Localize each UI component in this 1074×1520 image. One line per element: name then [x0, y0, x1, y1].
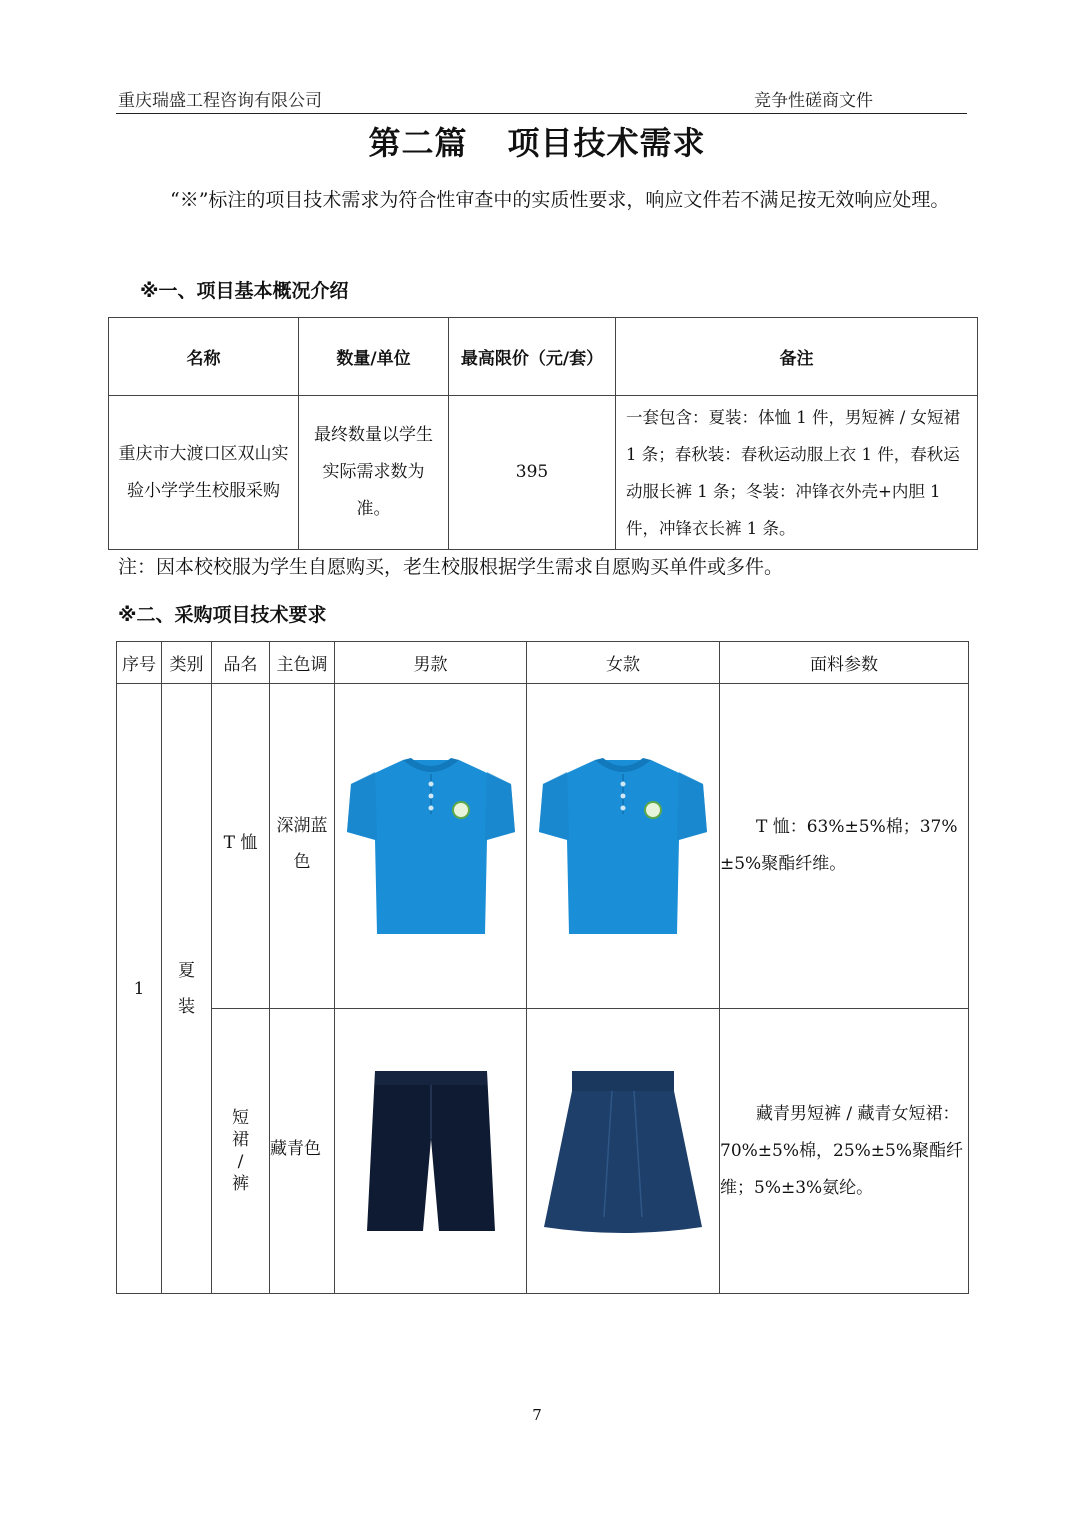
- col-item: 品名: [212, 642, 270, 684]
- intro-paragraph: “※”标注的项目技术需求为符合性审查中的实质性要求，响应文件若不满足按无效响应处理。: [170, 189, 950, 211]
- overview-header-row: [109, 318, 978, 396]
- cell-index: 1: [117, 684, 162, 1294]
- table-row: [109, 396, 978, 550]
- col-index: 序号: [117, 642, 162, 684]
- table-row: [117, 684, 969, 1009]
- item-vertical-text: 短 裙 / 裤: [232, 1108, 249, 1194]
- tech-header-row: [117, 642, 969, 684]
- tech-requirements-table: [116, 641, 969, 1294]
- cell-item-shorts: [212, 1009, 270, 1294]
- overview-table: [108, 317, 978, 550]
- cell-price: 395: [449, 396, 616, 550]
- cell-category: [162, 684, 212, 1294]
- col-female: 女款: [527, 642, 720, 684]
- female-tshirt-image: [535, 754, 711, 939]
- cell-color-tshirt: 深湖蓝色: [270, 684, 335, 1009]
- cell-female-tshirt: [527, 684, 720, 1009]
- col-category: 类别: [162, 642, 212, 684]
- page-number: 7: [532, 1406, 542, 1424]
- col-remark: 备注: [616, 318, 978, 396]
- section2-heading: ※二、采购项目技术要求: [118, 604, 327, 626]
- cell-fabric-shorts: 藏青男短裤 / 藏青女短裙：70%±5%棉，25%±5%聚酯纤维；5%±3%氨纶。: [720, 1009, 969, 1294]
- female-skirt-image: [538, 1067, 708, 1235]
- section1-heading: ※一、项目基本概况介绍: [140, 280, 349, 302]
- col-male: 男款: [335, 642, 527, 684]
- header-doc-type: 竞争性磋商文件: [754, 91, 873, 111]
- title-name: 项目技术需求: [507, 124, 706, 162]
- cell-item-tshirt: T 恤: [212, 684, 270, 1009]
- cell-fabric-tshirt: T 恤：63%±5%棉；37%±5%聚酯纤维。: [720, 684, 969, 1009]
- table-row: [117, 1009, 969, 1294]
- header-company: 重庆瑞盛工程咨询有限公司: [118, 91, 322, 111]
- col-main-color: 主色调: [270, 642, 335, 684]
- cell-name: 重庆市大渡口区双山实验小学学生校服采购: [109, 396, 299, 550]
- cell-remark: 一套包含：夏装：体恤 1 件，男短裤 / 女短裙 1 条；春秋装：春秋运动服上衣 1 件，春秋运动服长裤 1 条；冬装：冲锋衣外壳+内胆 1 件，冲锋衣长裤 1 条。: [616, 396, 978, 550]
- male-shorts-image: [361, 1067, 501, 1235]
- section1-footnote: 注：因本校校服为学生自愿购买，老生校服根据学生需求自愿购买单件或多件。: [118, 556, 784, 578]
- cell-male-shorts: [335, 1009, 527, 1294]
- col-quantity: 数量/单位: [299, 318, 449, 396]
- male-tshirt-image: [343, 754, 519, 939]
- col-fabric: 面料参数: [720, 642, 969, 684]
- category-vertical-text: 夏 装: [178, 960, 195, 1017]
- cell-female-skirt: [527, 1009, 720, 1294]
- cell-male-tshirt: [335, 684, 527, 1009]
- title-part: 第二篇: [368, 124, 468, 162]
- header-divider: [116, 113, 967, 114]
- cell-color-shorts: 藏青色: [270, 1009, 335, 1294]
- col-price: 最高限价（元/套）: [449, 318, 616, 396]
- page-title: [0, 118, 1074, 164]
- col-name: 名称: [109, 318, 299, 396]
- cell-quantity: 最终数量以学生实际需求数为准。: [299, 396, 449, 550]
